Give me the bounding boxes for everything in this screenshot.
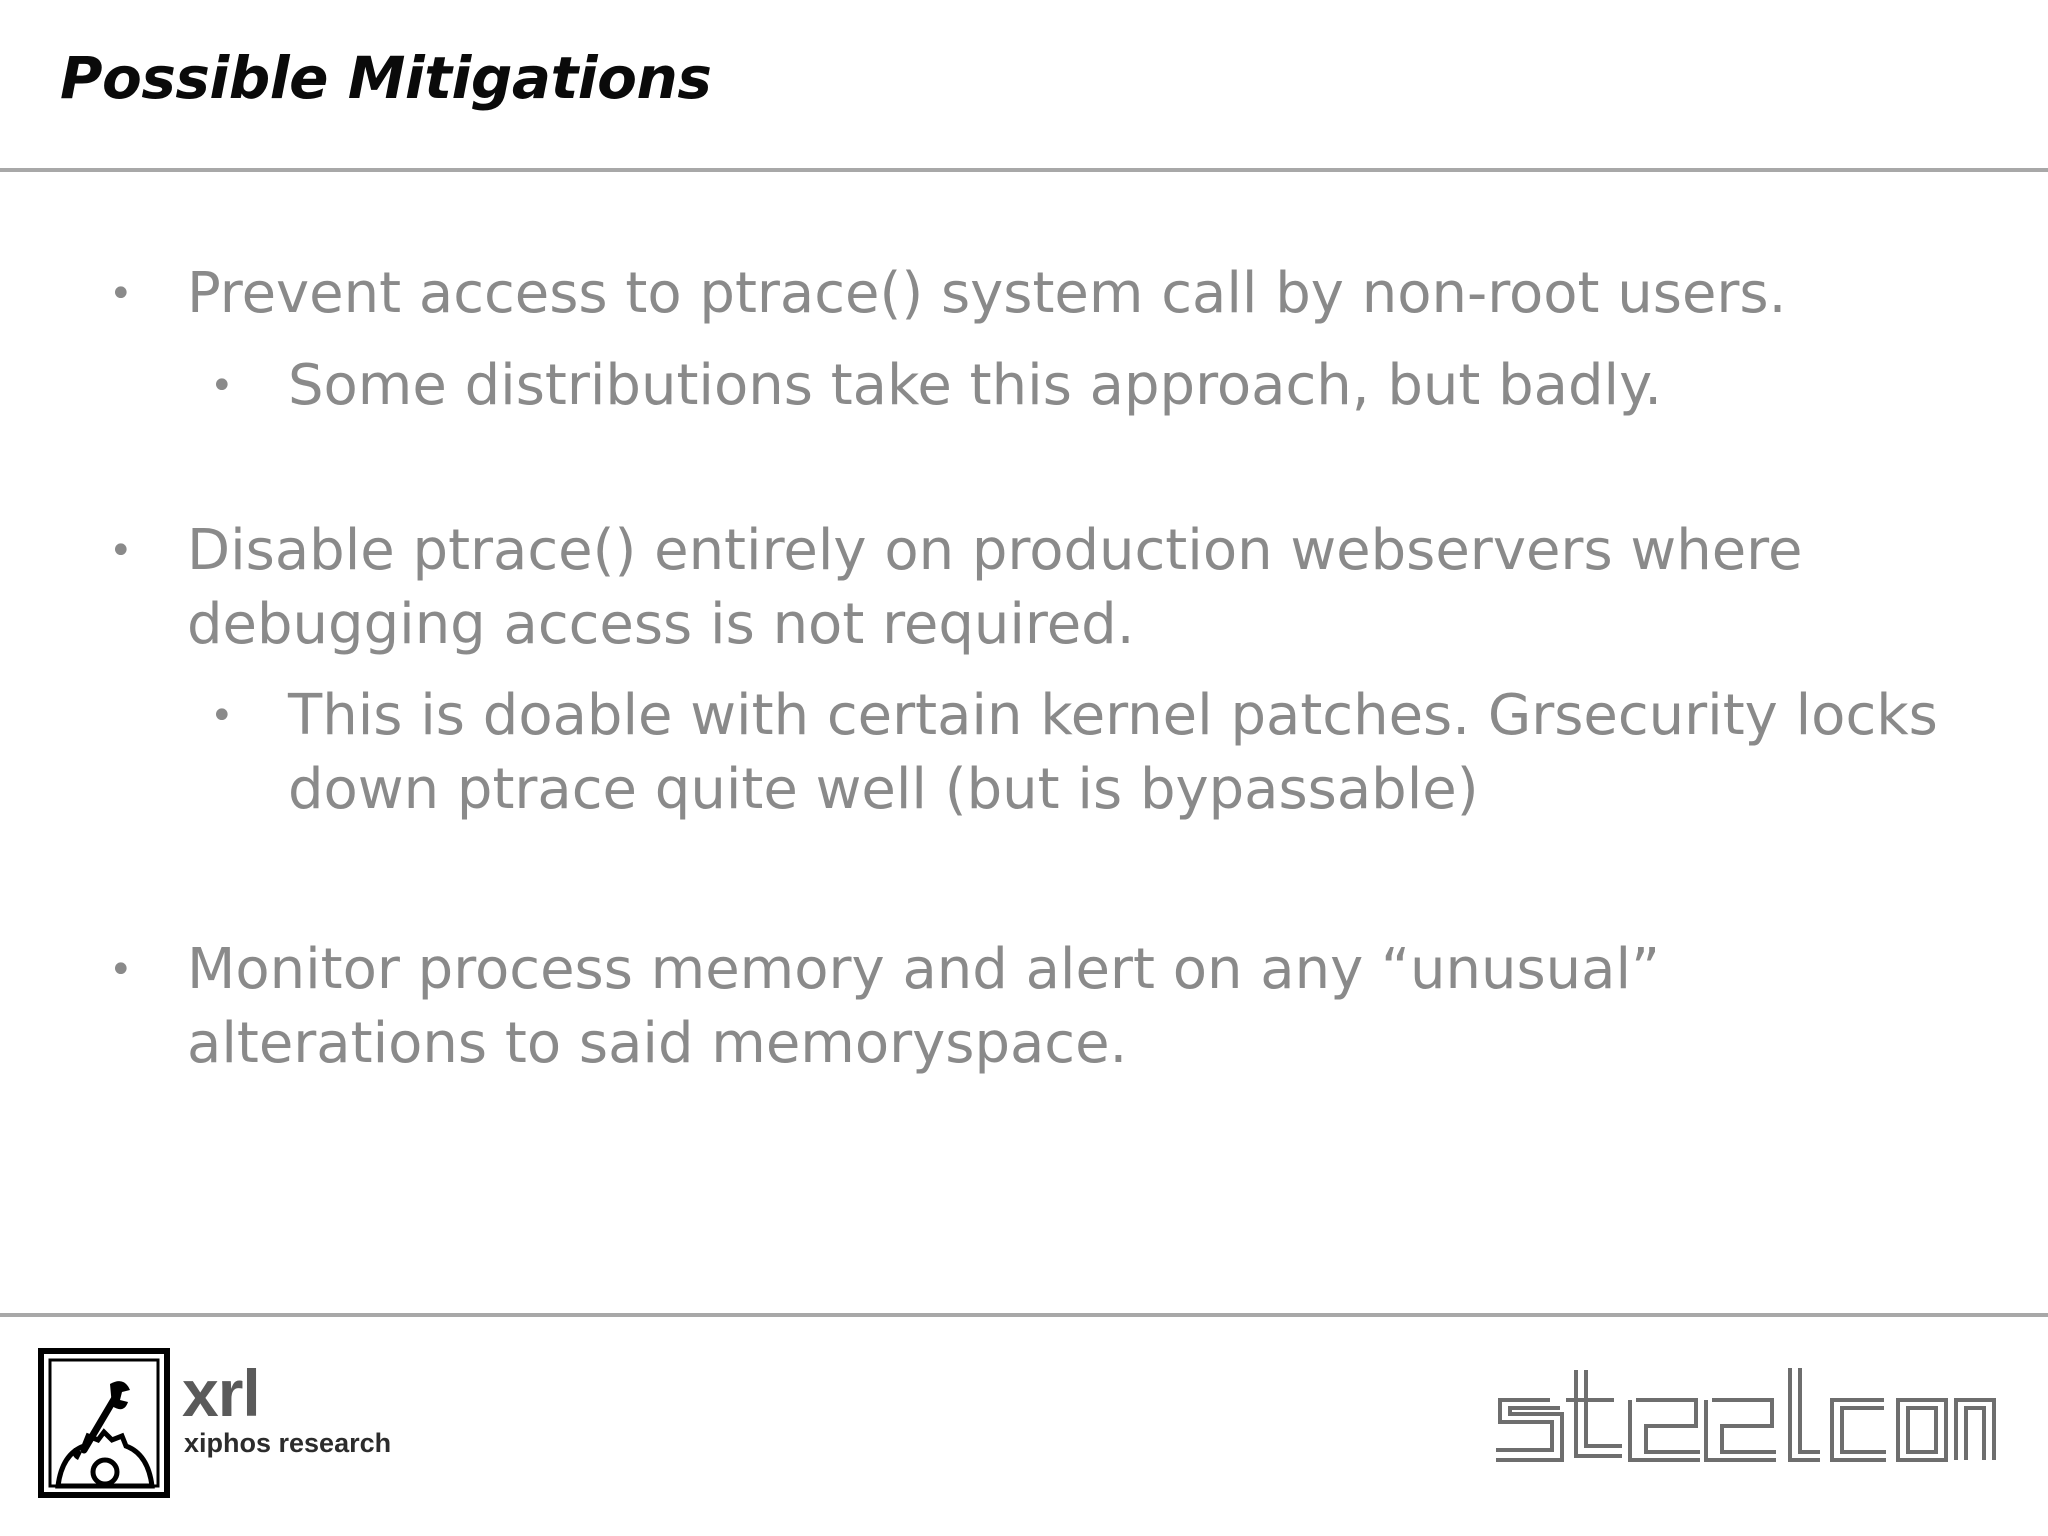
bullet-item xyxy=(109,257,1907,331)
bullet-dot: • xyxy=(109,947,133,993)
xrl-wordmark: xrl xyxy=(182,1356,260,1430)
bullet-text-line: This is doable with certain kernel patches. Grsecurity locks xyxy=(288,683,1938,748)
bullet-text-line: Disable ptrace() entirely on production webservers where xyxy=(187,518,1803,583)
bullet-dot: • xyxy=(210,363,234,409)
sub-bullet-item xyxy=(210,679,1968,827)
wrench-gear-icon xyxy=(44,1354,164,1492)
sub-bullet-item xyxy=(210,349,1968,423)
bullet-item xyxy=(109,933,1907,1081)
xrl-logo-mark xyxy=(38,1348,170,1498)
title-divider xyxy=(0,168,2048,172)
bullet-item xyxy=(109,514,1907,662)
bullet-text-line: down ptrace quite well (but is bypassable) xyxy=(288,757,1479,822)
bullet-text: Prevent access to ptrace() system call by non-root users. xyxy=(187,261,1787,326)
xrl-subtitle: xiphos research xyxy=(184,1428,392,1458)
bullet-text-line: debugging access is not required. xyxy=(187,592,1135,657)
bullet-text-line: alterations to said memoryspace. xyxy=(187,1011,1128,1076)
slide-title: Possible Mitigations xyxy=(60,44,712,112)
bullet-text-line: Monitor process memory and alert on any “unusual” xyxy=(187,937,1661,1002)
steelcon-wordmark-text: steelcon xyxy=(1490,1360,1494,1361)
bullet-text: Some distributions take this approach, but badly. xyxy=(288,353,1663,418)
bullet-dot: • xyxy=(210,693,234,739)
footer-divider xyxy=(0,1313,2048,1317)
bullet-dot: • xyxy=(109,271,133,317)
bullet-dot: • xyxy=(109,528,133,574)
steelcon-logo xyxy=(1490,1360,2000,1470)
